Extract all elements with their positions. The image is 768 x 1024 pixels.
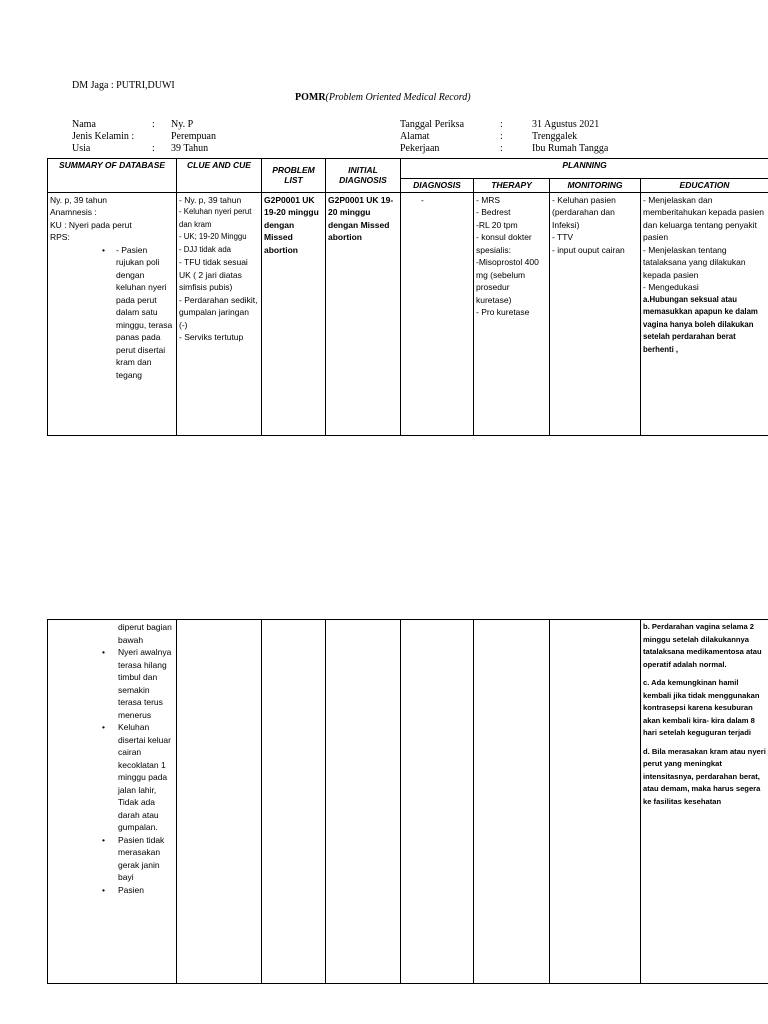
therapy-item: - MRS — [476, 194, 501, 205]
education-item: - Mengedukasi — [643, 282, 699, 292]
clue-item: - Ny. p, 39 tahun — [179, 194, 242, 205]
monitoring-item: - input ouput cairan — [552, 244, 625, 255]
therapy-header: THERAPY — [474, 179, 550, 193]
problem-cell — [262, 620, 326, 984]
patient-value: Ny. P — [171, 119, 194, 130]
exam-label: Alamat — [400, 131, 430, 142]
therapy-item: - Bedrest — [476, 207, 511, 217]
summary-cell — [48, 192, 177, 435]
patient-row — [72, 119, 302, 131]
clue-item: - Serviks tertutup — [179, 332, 244, 342]
exam-sep: : — [500, 143, 503, 154]
exam-value: Trenggalek — [532, 131, 578, 142]
education-item: c. Ada kemungkinan hamil kembali jika tidak menggunakan kontrasepsi karena kesuburan akan kembali kira- kira dalam 8 hari setelah keguguran terjadi — [643, 678, 760, 737]
summary-line: Ny. p, 39 tahun — [50, 194, 108, 205]
summary-bullet-text: Pasien tidak merasakan gerak janin bayi — [118, 834, 165, 882]
monitoring-cell — [550, 192, 641, 435]
initial-header: INITIAL DIAGNOSIS — [326, 159, 401, 193]
clue-item: - DJJ tidak ada — [179, 244, 232, 254]
education-item: d. Bila merasakan kram atau nyeri perut yang meningkat intensitasnya, perdarahan berat, atau demam, maka harus segera ke fasilitas kesehatan — [643, 746, 766, 806]
summary-line: Anamnesis : — [50, 207, 97, 217]
summary-bullet-text: Nyeri awalnya terasa hilang timbul dan semakin terasa terus menerus — [118, 647, 172, 720]
education-item: b. Perdarahan vagina selama 2 minggu setelah dilakukannya tatalaksana medikamentosa atau operatif adalah normal. — [643, 622, 762, 669]
patient-label: Jenis Kelamin : — [72, 131, 135, 142]
summary-bullet-text: - Pasien rujukan poli dengan keluhan nyeri pada perut dalam satu minggu, terasa panas pada perut disertai kram dan tegang — [116, 244, 173, 380]
therapy-cell — [474, 192, 550, 435]
summary-line: KU : Nyeri pada perut — [50, 219, 132, 230]
education-cell — [641, 620, 768, 984]
summary-bullet-item — [50, 834, 174, 884]
monitoring-item: - TTV — [552, 232, 574, 242]
summary-bullet-item — [50, 646, 174, 721]
monitoring-cell — [550, 620, 641, 984]
problem-header: PROBLEM LIST — [262, 159, 326, 193]
therapy-cell — [474, 620, 550, 984]
exam-info — [400, 119, 660, 155]
summary-bullet-item — [50, 884, 174, 897]
summary-cell — [48, 620, 177, 984]
patient-row — [72, 143, 302, 155]
dm-jaga: DM Jaga : PUTRI,DUWI — [72, 80, 175, 91]
exam-value: Ibu Rumah Tangga — [532, 143, 609, 154]
patient-label: Usia — [72, 143, 91, 154]
clue-cell — [177, 620, 262, 984]
clue-item: - Perdarahan sedikit, gumpalan jaringan (-) — [179, 294, 258, 330]
education-item: - Menjelaskan dan memberitahukan kepada pasien dan keluarga tentang penyakit pasien — [643, 194, 764, 242]
title-bold: POMR — [295, 92, 326, 103]
exam-label: Tanggal Periksa — [400, 119, 465, 130]
initial-diagnosis-cell: G2P0001 UK 19-20 minggu dengan Missed abortion — [326, 192, 401, 435]
clue-item: - Keluhan nyeri perut dan kram — [179, 207, 252, 229]
initial-diagnosis-cell — [326, 620, 401, 984]
exam-label: Pekerjaan — [400, 143, 440, 154]
bullet-icon: • — [102, 722, 105, 732]
bullet-icon: • — [102, 647, 105, 657]
summary-bullet-text: Pasien — [118, 884, 144, 895]
patient-value: 39 Tahun — [171, 143, 209, 154]
summary-bullet-item — [50, 244, 174, 382]
exam-row — [400, 131, 660, 143]
education-cell — [641, 192, 768, 435]
therapy-item: - Pro kuretase — [476, 307, 530, 317]
clue-cell — [177, 192, 262, 435]
patient-value: Perempuan — [171, 131, 216, 142]
education-item-bold: a.Hubungan seksual atau memasukkan apapun ke dalam vagina hanya boleh dilakukan setelah perdarahan berat berhenti , — [643, 294, 758, 354]
pomr-table-page2 — [47, 619, 768, 984]
bullet-icon: • — [102, 884, 105, 895]
therapy-item: -Misoprostol 400 mg (sebelum prosedur kuretase) — [476, 257, 539, 305]
monitoring-item: - Keluhan pasien (perdarahan dan Infeksi) — [552, 194, 616, 230]
patient-info — [72, 119, 302, 155]
clue-header: CLUE AND CUE — [177, 159, 262, 193]
therapy-item: -RL 20 tpm — [476, 219, 518, 230]
clue-item: - UK; 19-20 Minggu — [179, 232, 247, 241]
content-row — [48, 620, 768, 984]
exam-sep: : — [500, 119, 503, 130]
summary-bullet-text: Keluhan disertai keluar cairan kecoklatan 1 minggu pada jalan lahir, Tidak ada darah atau gumpalan. — [118, 722, 171, 832]
patient-sep: : — [152, 119, 155, 130]
education-item: - Menjelaskan tentang tatalaksana yang dilakukan kepada pasien — [643, 244, 746, 280]
bullet-icon: • — [102, 834, 105, 845]
patient-label: Nama — [72, 119, 96, 130]
therapy-item: - konsul dokter spesialis: — [476, 232, 532, 255]
exam-sep: : — [500, 131, 503, 142]
header-row — [48, 159, 768, 179]
diagnosis-header: DIAGNOSIS — [401, 179, 474, 193]
planning-header: PLANNING — [401, 159, 768, 179]
content-row — [48, 192, 768, 435]
summary-header: SUMMARY OF DATABASE — [48, 159, 177, 193]
document-title — [295, 92, 471, 104]
summary-bullet-item — [50, 721, 174, 834]
title-italic: (Problem Oriented Medical Record) — [325, 92, 471, 103]
problem-cell: G2P0001 UK 19-20 minggu dengan Missed abortion — [262, 192, 326, 435]
exam-row — [400, 143, 660, 155]
clue-item: - TFU tidak sesuai UK ( 2 jari diatas simfisis pubis) — [179, 257, 248, 292]
exam-value: 31 Agustus 2021 — [532, 119, 600, 130]
exam-row — [400, 119, 660, 131]
diagnosis-cell — [401, 620, 474, 984]
summary-continued: diperut bagian bawah — [118, 622, 172, 645]
bullet-icon: • — [102, 244, 105, 255]
pomr-table-page1 — [47, 158, 768, 436]
monitoring-header: MONITORING — [550, 179, 641, 193]
patient-row — [72, 131, 302, 143]
diagnosis-cell: - — [401, 192, 474, 435]
summary-line: RPS: — [50, 232, 70, 242]
education-header: EDUCATION — [641, 179, 768, 193]
patient-sep: : — [152, 143, 155, 154]
